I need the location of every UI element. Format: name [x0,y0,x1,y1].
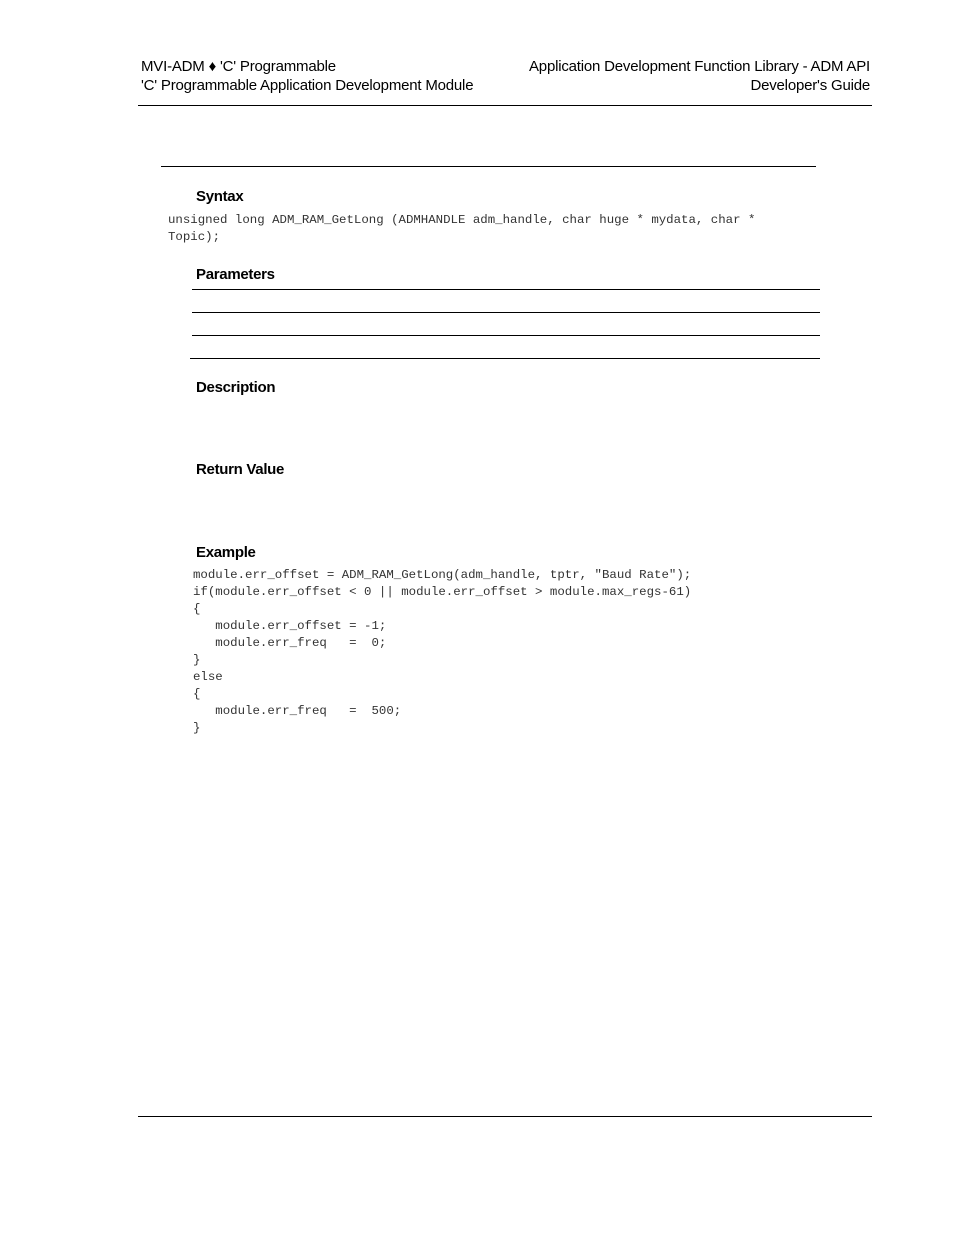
header-doc-title: Application Development Function Library - ADM API [529,58,870,75]
footer-divider [138,1116,872,1117]
header-product-subtitle: 'C' Programmable Application Development Module [141,77,474,94]
syntax-code: unsigned long ADM_RAM_GetLong (ADMHANDLE adm_handle, char huge * mydata, char * Topic); [168,213,756,244]
syntax-heading: Syntax [196,188,244,205]
header-left [141,57,473,95]
example-heading: Example [196,544,256,561]
return-value-heading: Return Value [196,461,285,478]
parameters-table-row-rule [192,312,820,313]
example-code: module.err_offset = ADM_RAM_GetLong(adm_handle, tptr, "Baud Rate"); if(module.err_offset < 0 || module.err_offset > module.max_regs-61) { module.err_offset = -1; module.err_freq = 0; } else { module.err_freq = 500; } [193,568,692,735]
parameters-heading: Parameters [196,266,275,283]
header-doc-subtitle: Developer's Guide [750,77,870,94]
parameters-table-bottom-rule [190,358,820,359]
header-right [529,57,870,95]
function-title-rule [161,166,816,167]
header-divider [138,105,872,106]
parameters-table-top-rule [192,289,820,290]
parameters-table-row-rule [192,335,820,336]
description-heading: Description [196,379,276,396]
header-product-title: MVI-ADM ♦ 'C' Programmable [141,58,336,75]
